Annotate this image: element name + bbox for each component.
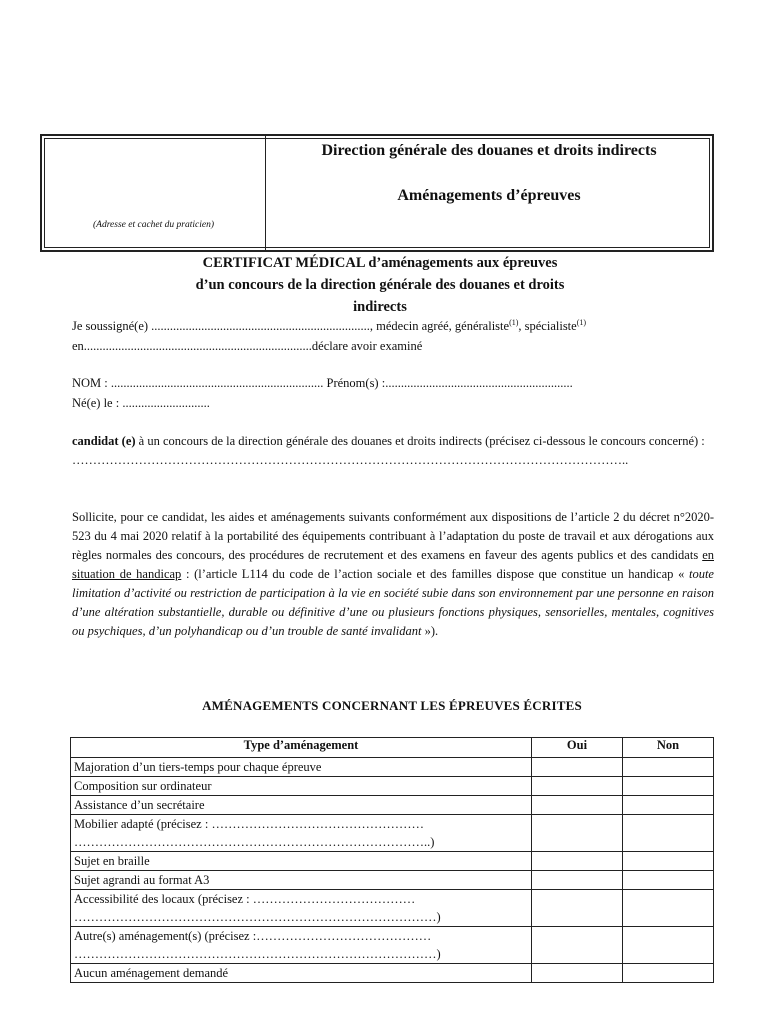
sollicite-end: »). [421,624,439,638]
row-label [71,964,532,983]
table-row [71,796,714,815]
table-row [71,815,714,852]
certificate-title [120,252,640,318]
direction-title: Direction générale des douanes et droits indirects [321,142,657,159]
row-label-continuation: ……………………………………………………………………………) [74,947,441,961]
row-label-text: Sujet en braille [74,854,150,868]
praticien-stamp-area [42,136,266,250]
row-label [71,852,532,871]
row-label-text: Majoration d’un tiers-temps pour chaque épreuve [74,760,322,774]
table-row [71,964,714,983]
row-label-text: Mobilier adapté (précisez : …………………………………………… [74,817,424,831]
oui-cell[interactable] [532,890,623,927]
row-label-text: Accessibilité des locaux (précisez : ………………………………… [74,892,416,906]
certificate-title-line-2: d’un concours de la direction générale des douanes et droits [195,277,565,293]
non-cell[interactable] [623,852,714,871]
row-label-continuation: …………………………………………………………………………..) [74,835,435,849]
table-row [71,890,714,927]
non-cell[interactable] [623,758,714,777]
table-row [71,777,714,796]
non-cell[interactable] [623,890,714,927]
row-label-text: Aucun aménagement demandé [74,966,229,980]
praticien-label: (Adresse et cachet du praticien) [93,220,214,230]
table-header-row [71,738,714,758]
amenagements-title: Aménagements d’épreuves [397,187,581,204]
date-naissance-line: Né(e) le : ............................ [72,396,210,410]
header-non: Non [623,738,714,758]
oui-cell[interactable] [532,871,623,890]
non-cell[interactable] [623,927,714,964]
soussigne-text: Je soussigné(e) ......................................................................, médecin agréé, généraliste [72,319,510,334]
oui-cell[interactable] [532,964,623,983]
candidat-label: candidat (e) [72,434,136,448]
table-row [71,927,714,964]
specialiste-text: , spécialiste [518,319,577,334]
non-cell[interactable] [623,815,714,852]
non-cell[interactable] [623,796,714,815]
table-row [71,871,714,890]
note-mark-2: (1) [576,318,587,327]
row-label [71,871,532,890]
row-label [71,758,532,777]
row-label-continuation: ……………………………………………………………………………) [74,910,441,924]
nom-prenom-line: NOM : .................................................................... Prénom(s) :............................................................ [72,376,573,390]
header-box [40,134,714,252]
sollicite-paragraph [72,508,714,641]
header-type: Type d’aménagement [71,738,532,758]
oui-cell[interactable] [532,927,623,964]
candidat-text: à un concours de la direction générale des douanes et droits indirects (précisez ci-dessous le concours concerné) : [135,434,705,448]
non-cell[interactable] [623,871,714,890]
header-oui: Oui [532,738,623,758]
row-label-text: Autre(s) aménagement(s) (précisez :…………………………………… [74,929,432,943]
row-label [71,890,532,927]
certificate-title-line-3: indirects [353,299,407,315]
oui-cell[interactable] [532,758,623,777]
row-label-text: Assistance d’un secrétaire [74,798,205,812]
oui-cell[interactable] [532,815,623,852]
row-label [71,796,532,815]
oui-cell[interactable] [532,777,623,796]
row-label [71,777,532,796]
oui-cell[interactable] [532,852,623,871]
handicap-underlined: en situation de handicap [72,548,714,581]
soussigne-line [72,318,714,334]
amenagements-table [70,737,714,983]
candidat-dots: …………………………………………………………………………………………………………………….. [72,453,629,467]
sollicite-mid: : (l’article L114 du code de l’action sociale et des familles dispose que constitue un handicap « [181,567,689,581]
non-cell[interactable] [623,777,714,796]
row-label-text: Sujet agrandi au format A3 [74,873,210,887]
non-cell[interactable] [623,964,714,983]
row-label [71,927,532,964]
note-mark-1: (1) [509,318,519,327]
certificate-title-line-1: CERTIFICAT MÉDICAL d’aménagements aux épreuves [202,255,558,271]
table-row [71,852,714,871]
row-label-text: Composition sur ordinateur [74,779,212,793]
en-line: en.........................................................................déclare avoir examiné [72,339,423,353]
section-title: AMÉNAGEMENTS CONCERNANT LES ÉPREUVES ÉCRITES [202,698,582,713]
header-title-area [266,136,712,250]
row-label [71,815,532,852]
candidat-paragraph [72,432,714,470]
oui-cell[interactable] [532,796,623,815]
sollicite-text: Sollicite, pour ce candidat, les aides et aménagements suivants conformément aux dispositions de l’article 2 du décret n°2020-523 du 4 mai 2020 relatif à la portabilité des équipements contribuant à l’adaptation du poste de travail et aux dérogations aux règles normales des concours, des procédures de recrutement et des examens en faveur des agents publics et des candidats [72,510,714,562]
handicap-definition: toute limitation d’activité ou restriction de participation à la vie en société subie dans son environnement par une personne en raison d’une altération substantielle, durable ou définitive d’une ou plusieurs fonctions physiques, sensorielles, mentales, cognitives ou psychiques, d’un polyhandicap ou d’un trouble de santé invalidant [72,567,714,638]
table-row [71,758,714,777]
